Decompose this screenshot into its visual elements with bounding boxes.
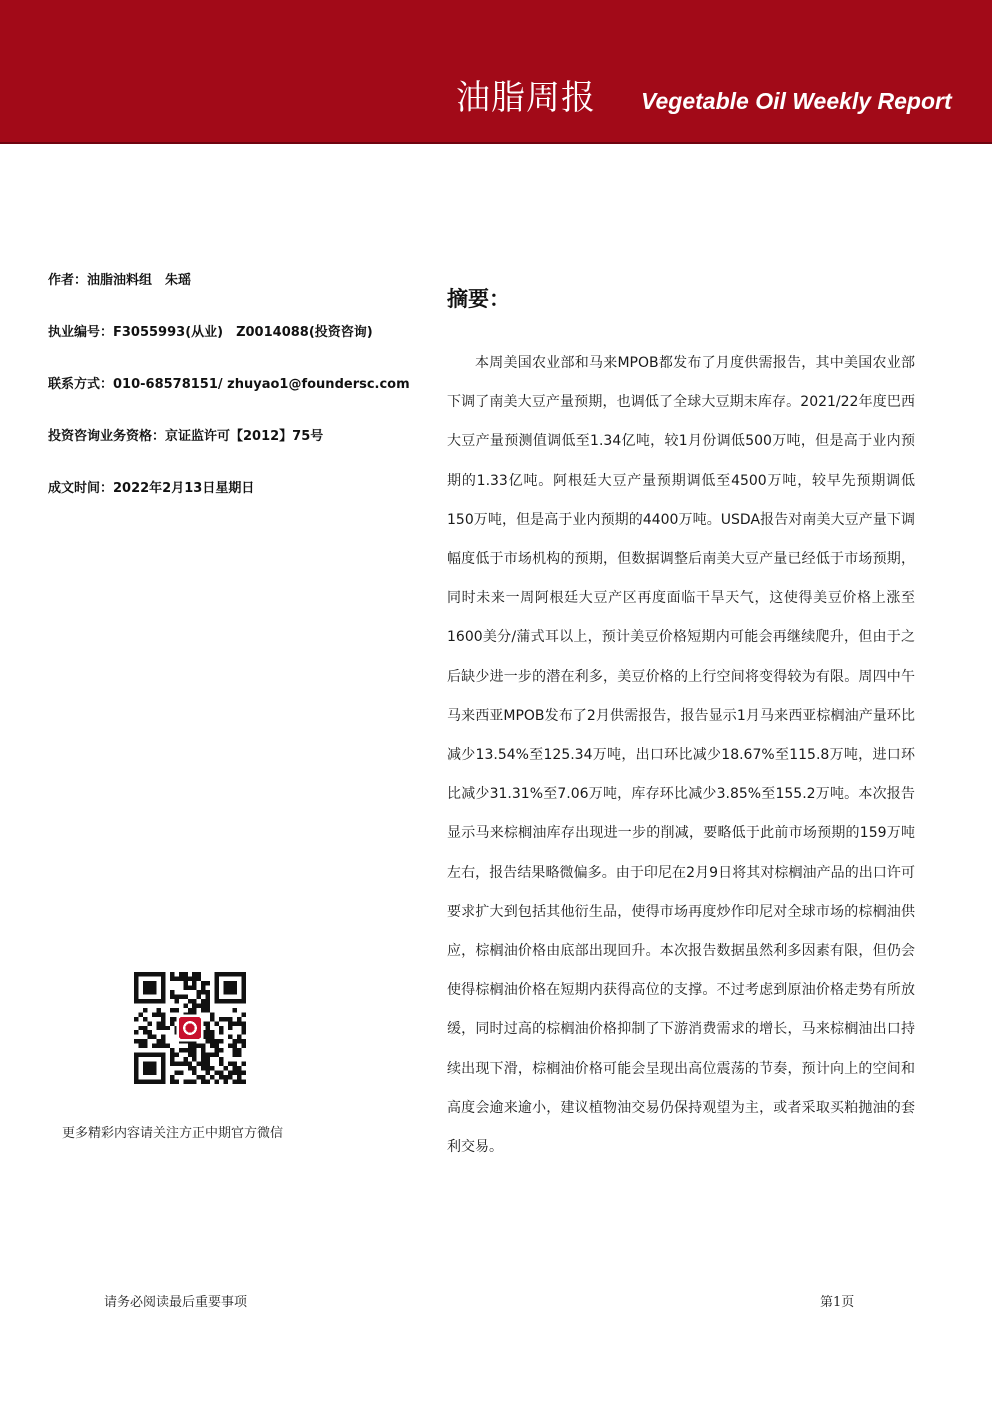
author-meta	[48, 270, 428, 530]
meta-author: 作者：油脂油料组 朱瑶	[48, 273, 192, 288]
report-title-cn: 油脂周报	[456, 78, 596, 118]
report-title-en: Vegetable Oil Weekly Report	[641, 88, 952, 114]
meta-qualification: 投资咨询业务资格：京证监许可【2012】75号	[48, 429, 324, 444]
header-banner	[0, 0, 992, 144]
meta-license: 执业编号：F3055993(从业) Z0014088(投资咨询)	[48, 325, 373, 340]
qr-caption: 更多精彩内容请关注方正中期官方微信	[62, 1126, 284, 1141]
qr-logo	[179, 1017, 201, 1039]
footer-notice: 请务必阅读最后重要事项	[104, 1295, 248, 1310]
abstract-body: 本周美国农业部和马来MPOB都发布了月度供需报告，其中美国农业部下调了南美大豆产量预期，也调低了全球大豆期末库存。2021/22年度巴西大豆产量预测值调低至1.34亿吨，较1月份调低500万吨，但是高于业内预期的1.33亿吨。阿根廷大豆产量预期调低至4500万吨，较早先预期调低150万吨，但是高于业内预期的4400万吨。USDA报告对南美大豆产量下调幅度低于市场机构的预期，但数据调整后南美大豆产量已经低于市场预期，同时未来一周阿根廷大豆产区再度面临干旱天气，这使得美豆价格上涨至1600美分/蒲式耳以上，预计美豆价格短期内可能会再继续爬升，但由于之后缺少进一步的潜在利多，美豆价格的上行空间将变得较为有限。周四中午马来西亚MPOB发布了2月供需报告，报告显示1月马来西亚棕榈油产量环比减少13.54%至125.34万吨，出口环比减少18.67%至115.8万吨，进口环比减少31.31%至7.06万吨，库存环比减少3.85%至155.2万吨。本次报告显示马来棕榈油库存出现进一步的削减，要略低于此前市场预期的159万吨左右，报告结果略微偏多。由于印尼在2月9日将其对棕榈油产品的出口许可要求扩大到包括其他衍生品，使得市场再度炒作印尼对全球市场的棕榈油供应，棕榈油价格由底部出现回升。本次报告数据虽然利多因素有限，但仍会使得棕榈油价格在短期内获得高位的支撑。不过考虑到原油价格走势有所放缓，同时过高的棕榈油价格抑制了下游消费需求的增长，马来棕榈油出口持续出现下滑，棕榈油价格可能会呈现出高位震荡的节奏，预计向上的空间和高度会逾来逾小，建议植物油交易仍保持观望为主，或者采取买粕抛油的套利交易。	[447, 355, 915, 1156]
abstract-heading: 摘要：	[447, 287, 510, 311]
meta-date: 成文时间：2022年2月13日星期日	[48, 481, 255, 496]
wechat-qr-code	[134, 972, 246, 1084]
meta-contact: 联系方式：010-68578151/ zhuyao1@foundersc.com	[48, 377, 410, 392]
page-number: 第1页	[820, 1295, 855, 1310]
